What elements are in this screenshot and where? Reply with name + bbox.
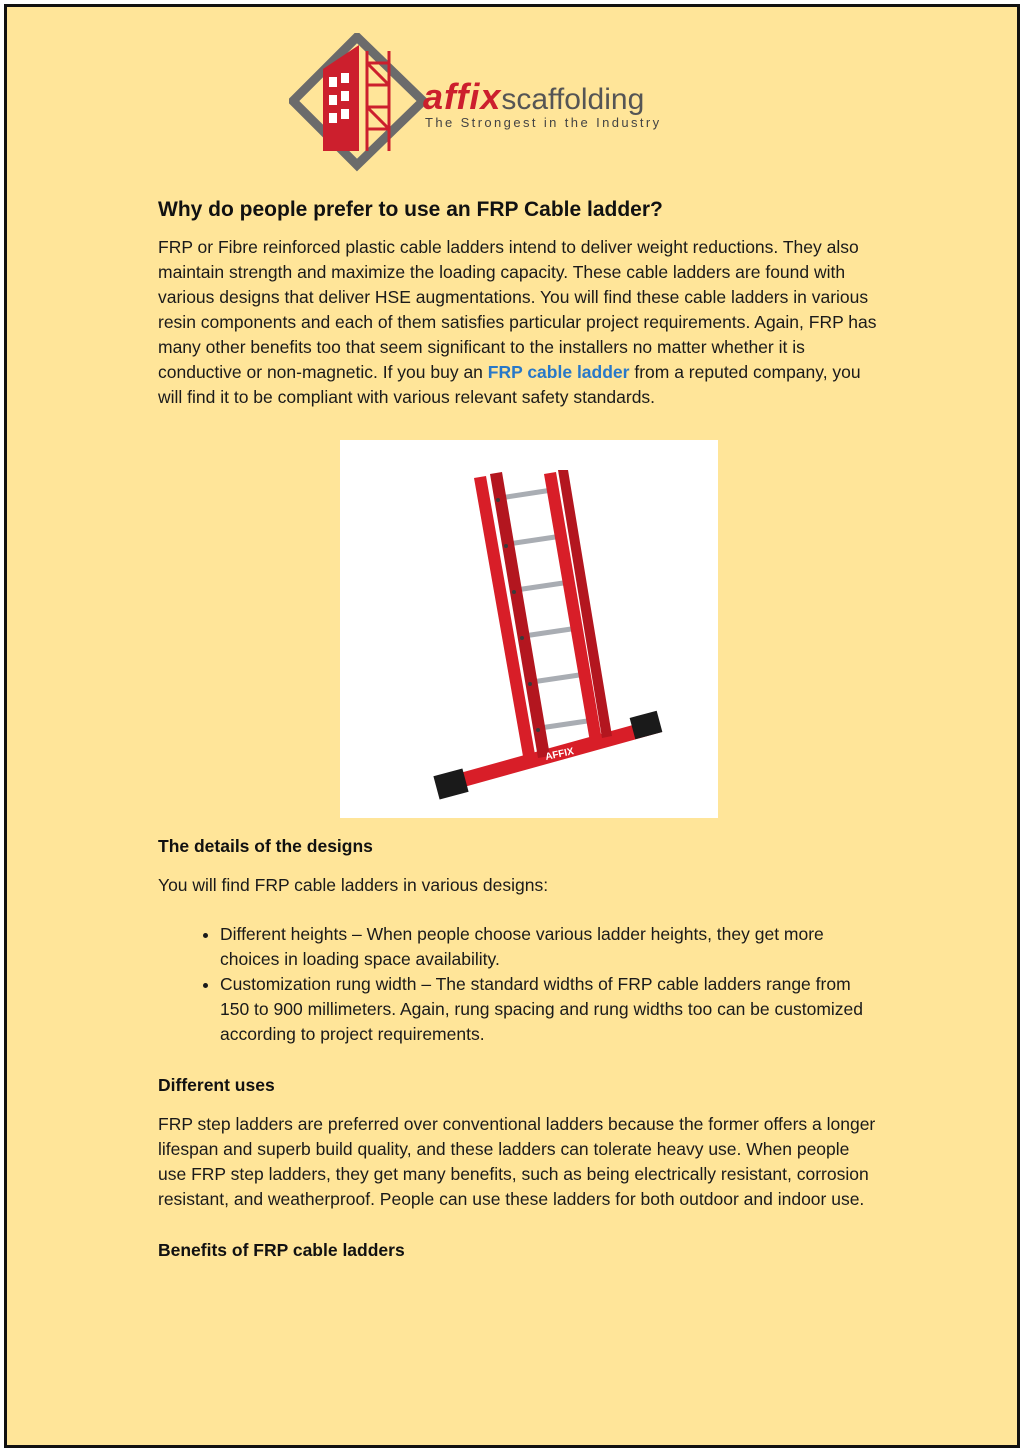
list-item: • Different heights – When people choose various ladder heights, they get more choices in loading space availability. (220, 922, 878, 972)
ladder-brand-mark: AFFIX (544, 746, 575, 763)
brand-tagline: The Strongest in the Industry (425, 115, 662, 130)
designs-bullet-list (158, 922, 878, 1047)
section-designs-lead: You will find FRP cable ladders in various designs: (158, 875, 549, 895)
brand-name-scaffolding: scaffolding (501, 83, 645, 116)
building-scaffold-logo-icon (289, 33, 429, 173)
frp-cable-ladder-link[interactable]: FRP cable ladder (487, 362, 630, 382)
brand-name-affix: affix (423, 76, 502, 117)
red-frp-ladder-photo (340, 440, 718, 818)
brand-logo (289, 33, 689, 173)
section-heading-benefits: Benefits of FRP cable ladders (158, 1240, 405, 1260)
intro-paragraph (158, 235, 878, 410)
list-item: • Customization rung width – The standard widths of FRP cable ladders range from 150 to 900 millimeters. Again, rung spacing and rung widths too can be customized according to project requirements. (220, 972, 878, 1047)
article-title: Why do people prefer to use an FRP Cable ladder? (158, 198, 663, 221)
section-uses-body: FRP step ladders are preferred over conventional ladders because the former offers a longer lifespan and superb build quality, and these ladders can tolerate heavy use. When people use FRP step ladders, they get many benefits, such as being electrically resistant, corrosion resistant, and weatherproof. People can use these ladders for both outdoor and indoor use. (158, 1114, 876, 1209)
ladder-image (340, 440, 718, 818)
document-page (4, 4, 1020, 1448)
intro-text-before-link: FRP or Fibre reinforced plastic cable ladders intend to deliver weight reductions. They also maintain strength and maximize the loading capacity. These cable ladders are found with various designs that deliver HSE augmentations. You will find these cable ladders in various resin components and each of them satisfies particular project requirements. Again, FRP has many other benefits too that seem significant to the installers no matter whether it is conductive or non-magnetic. If you buy an (158, 237, 877, 382)
section-heading-uses: Different uses (158, 1075, 275, 1095)
article-body (158, 195, 878, 1263)
section-heading-designs: The details of the designs (158, 836, 373, 856)
intro-text-after-link: from a reputed company, you will find it to be compliant with various relevant safety standards. (158, 362, 861, 407)
brand-name (423, 77, 644, 120)
